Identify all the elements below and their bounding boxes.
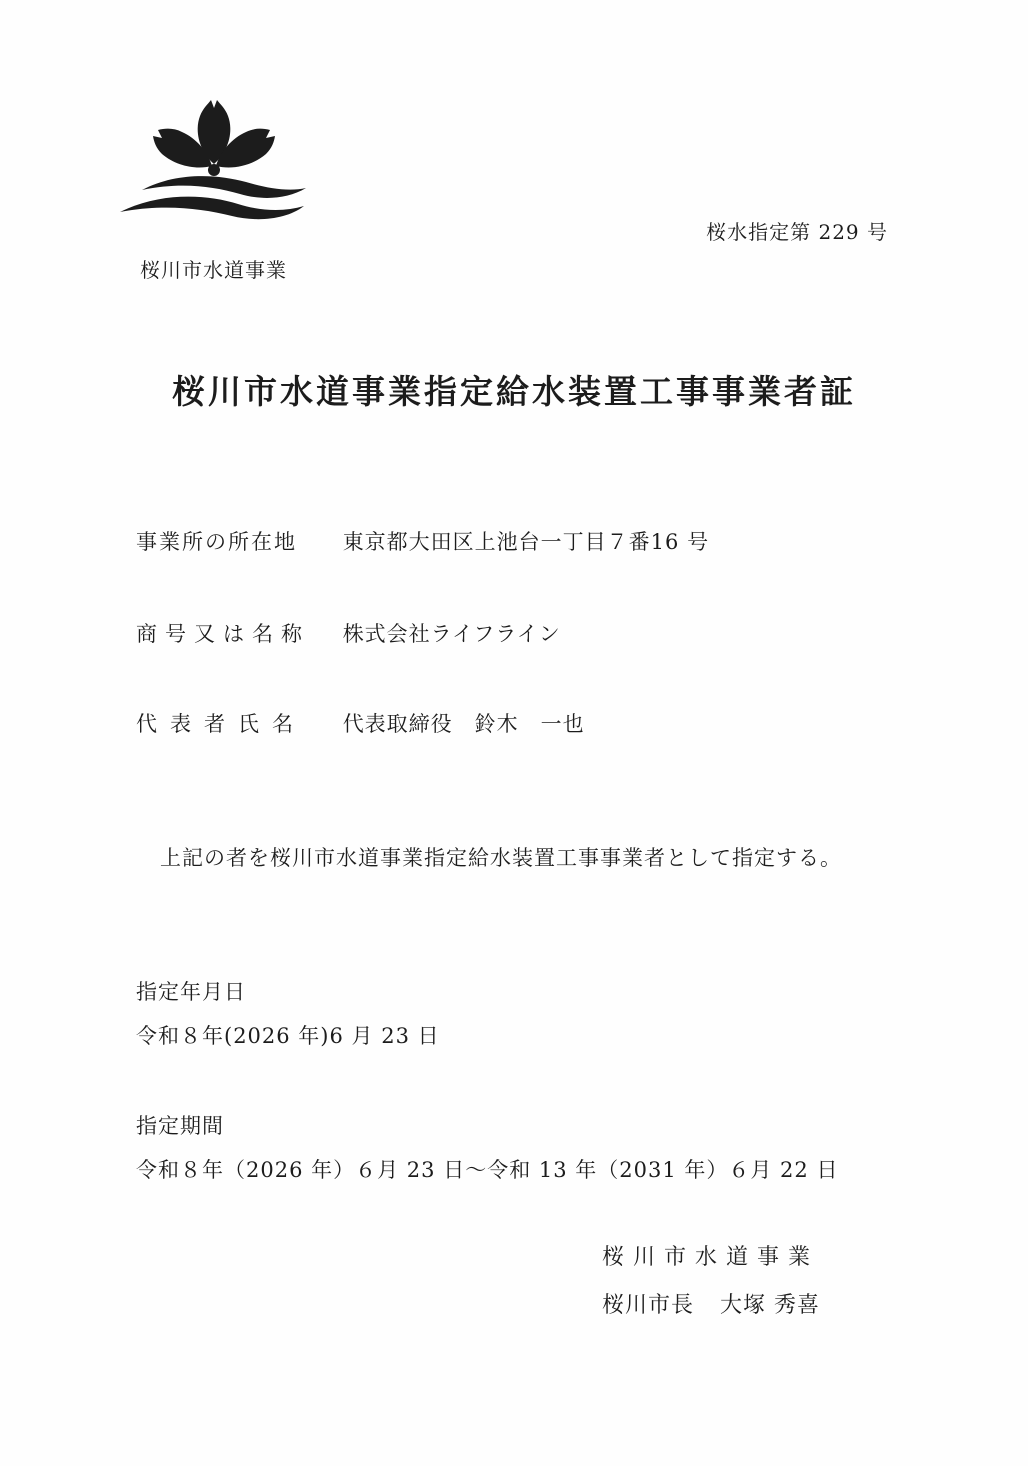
field-address: [136, 526, 709, 556]
designation-date-label: 指定年月日: [136, 980, 246, 1004]
field-label: 事業所の所在地: [136, 530, 297, 554]
designation-date-value: 令和８年(2026 年)6 月 23 日: [136, 1024, 440, 1048]
field-company-name: [136, 618, 561, 648]
issuer-title: 桜川市長: [602, 1293, 695, 1318]
designation-period-label: 指定期間: [136, 1114, 224, 1138]
field-value: 代表取締役 鈴木 一也: [342, 712, 585, 736]
document-number: 桜水指定第 229 号: [706, 220, 888, 244]
field-representative: [136, 708, 585, 738]
field-label: 代表者氏名: [136, 712, 306, 736]
field-value: 株式会社ライフライン: [342, 622, 561, 646]
cherry-blossom-wave-icon: [116, 96, 312, 224]
designation-period-value: 令和８年（2026 年）６月 23 日～令和 13 年（2031 年）６月 22 日: [136, 1158, 839, 1182]
designation-statement: 上記の者を桜川市水道事業指定給水装置工事事業者として指定する。: [160, 846, 842, 870]
field-value: 東京都大田区上池台一丁目７番16 号: [342, 530, 710, 554]
issuer-name: 大塚 秀喜: [720, 1293, 821, 1318]
issuer-org: 桜川市水道事業: [602, 1245, 820, 1270]
logo-org-name: 桜川市水道事業: [140, 258, 287, 282]
issuer-signature-line: [602, 1288, 820, 1319]
field-label: 商号又は名称: [136, 622, 310, 646]
page-title: 桜川市水道事業指定給水装置工事事業者証: [172, 372, 856, 411]
